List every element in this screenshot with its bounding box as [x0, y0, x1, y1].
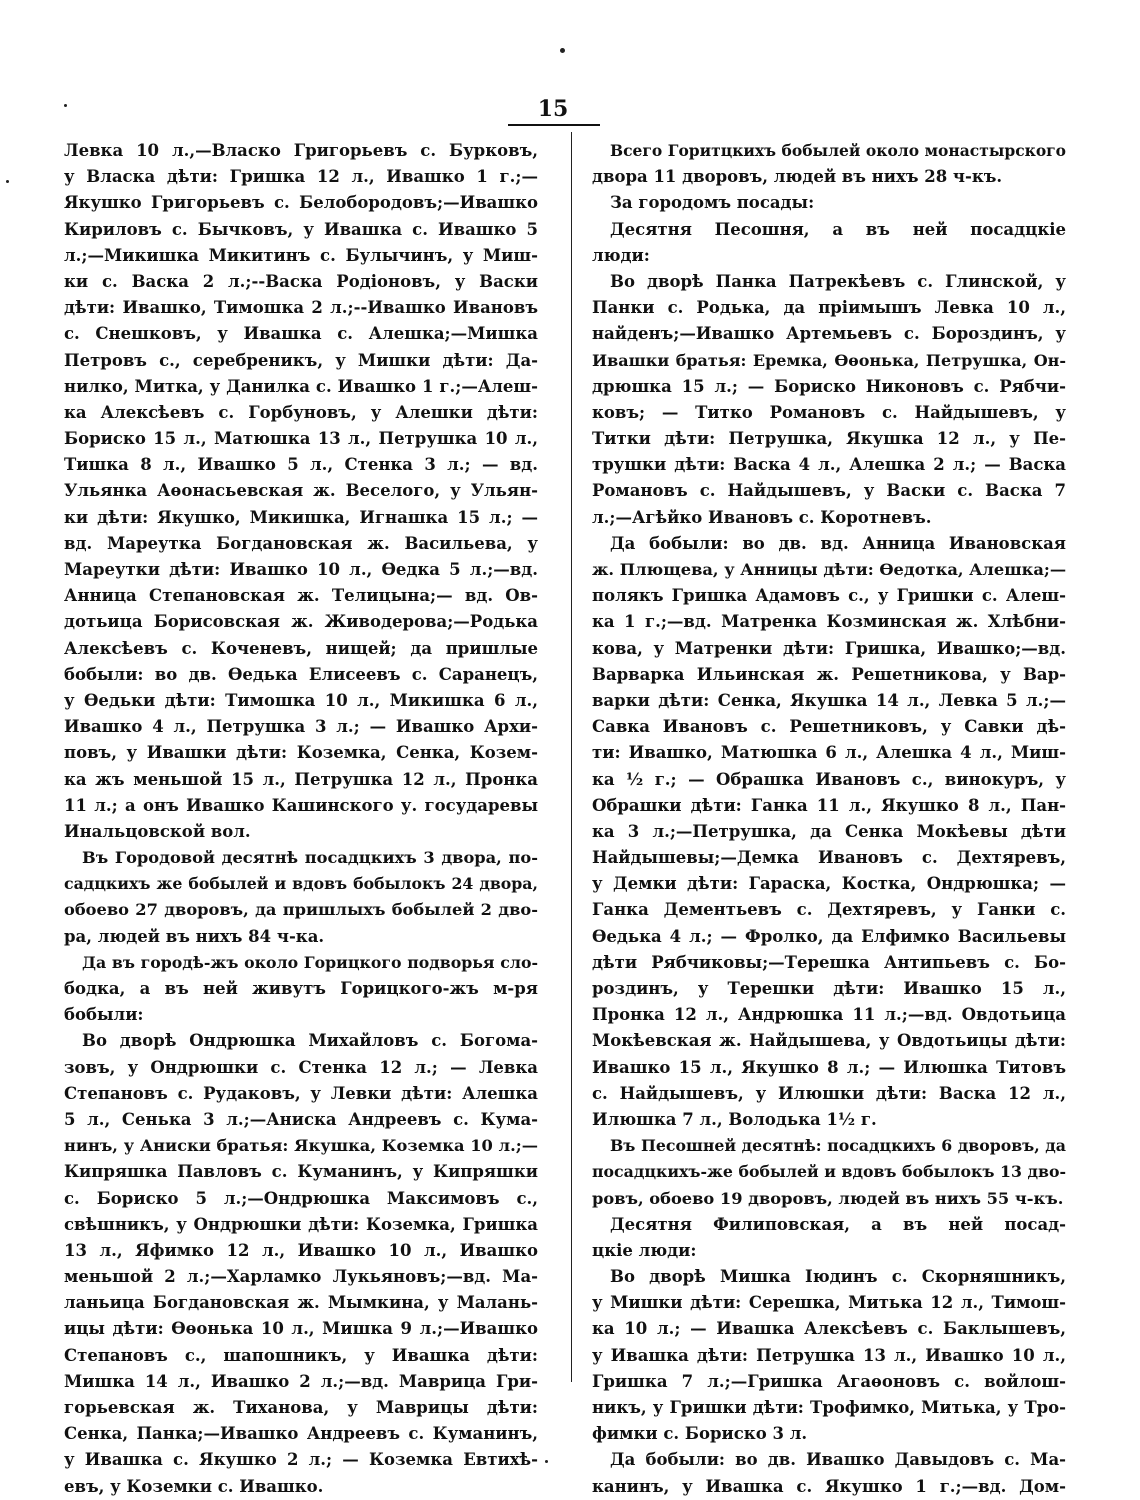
text-line: л.;—Микишка Микитинъ с. Булычинъ, у Миш- — [64, 245, 538, 265]
text-line: Мареутки дѣти: Ивашко 10 л., Ѳедка 5 л.;—вд. — [64, 560, 538, 579]
text-line: ка 3 л.;—Петрушка, да Сенка Мокѣевы дѣти — [592, 821, 1066, 841]
text-line: Тишка 8 л., Ивашко 5 л., Стенка 3 л.; — вд. — [64, 455, 538, 475]
text-line: Ульянка Аѳонасьевская ж. Веселого, у Ульян- — [64, 481, 538, 501]
text-line: Илюшка 7 л., Володька 1½ г. — [592, 1109, 877, 1129]
text-line: 11 л.; а онъ Ивашко Кашинского у. государевы — [64, 795, 538, 815]
text-line: ровъ, обоево 19 дворовъ, людей въ нихъ 55 ч-къ. — [592, 1188, 1064, 1208]
text-line: кова, у Матренки дѣти: Гришка, Ивашко;—вд. — [592, 638, 1066, 658]
text-line: ки дѣти: Якушко, Микишка, Игнашка 15 л.; — — [64, 507, 538, 527]
text-line: трушки дѣти: Васка 4 л., Алешка 2 л.; — Васка — [592, 455, 1066, 475]
text-line: Во дворѣ Ондрюшка Михайловъ с. Богома- — [82, 1031, 538, 1051]
text-line: ти: Ивашко, Матюшка 6 л., Алешка 4 л., Миш- — [592, 743, 1066, 763]
text-line: бобыли: во дв. Ѳедька Елисеевъ с. Саранецъ, — [64, 664, 538, 684]
text-line: фимки с. Бориско 3 л. — [592, 1424, 808, 1444]
text-line: люди: — [592, 245, 650, 265]
left-text-column — [64, 138, 538, 1500]
text-line: посадцкихъ-же бобылей и вдовъ бобылокъ 13 дво- — [592, 1162, 1066, 1182]
text-line: дотьица Борисовская ж. Живодерова;—Родька — [64, 612, 538, 632]
text-line: с. Найдышевъ, у Илюшки дѣти: Васка 12 л., — [592, 1083, 1066, 1103]
text-line: никъ, у Гришки дѣти: Трофимко, Митька, у Тро- — [592, 1398, 1066, 1417]
text-line: Сенка, Панка;—Ивашко Андреевъ с. Куманинъ, — [64, 1424, 538, 1444]
text-line: 5 л., Сенька 3 л.;—Аниска Андреевъ с. Кума- — [64, 1109, 538, 1129]
text-line: у Ѳедьки дѣти: Тимошка 10 л., Микишка 6 л., — [64, 690, 538, 710]
text-line: Мокѣевская ж. Найдышева, у Овдотьицы дѣти: — [592, 1031, 1066, 1051]
text-line: бодка, а въ ней живутъ Горицкого-жъ м-ря — [64, 979, 538, 998]
text-line: л.;—Агѣйко Ивановъ с. Коротневъ. — [592, 507, 932, 527]
text-line: Кипряшка Павловъ с. Куманинъ, у Кипряшки — [64, 1162, 538, 1182]
text-line: Бориско 15 л., Матюшка 13 л., Петрушка 10 л., — [64, 429, 538, 449]
text-line: дрюшка 15 л.; — Бориско Никоновъ с. Рябчи- — [592, 376, 1066, 396]
text-line: нинъ, у Аниски братья: Якушка, Коземка 10 л.;— — [64, 1136, 538, 1156]
text-line: Десятня Филиповская, а въ ней посад- — [610, 1214, 1066, 1234]
text-line: свѣшникъ, у Ондрюшки дѣти: Коземка, Гришка — [64, 1214, 538, 1234]
text-line: Десятня Песошня, а въ ней посадцкіе — [610, 219, 1066, 239]
text-line: Романовъ с. Найдышевъ, у Васки с. Васка 7 — [592, 481, 1066, 501]
ink-speck — [64, 104, 67, 107]
text-line: горьевская ж. Тиханова, у Маврицы дѣти: — [64, 1398, 538, 1417]
ink-speck — [560, 48, 565, 53]
text-line: ицы дѣти: Ѳѳонька 10 л., Мишка 9 л.;—Ивашко — [64, 1319, 538, 1339]
text-line: Алексѣевъ с. Коченевъ, нищей; да пришлые — [64, 638, 538, 658]
text-line: полякъ Гришка Адамовъ с., у Гришки с. Алеш- — [592, 586, 1066, 606]
page-number-rule — [508, 124, 600, 126]
text-line: евъ, у Коземки с. Ивашко. — [64, 1476, 324, 1496]
text-line: у Демки дѣти: Гараска, Костка, Ондрюшка; — — [592, 874, 1066, 894]
text-line: с. Снешковъ, у Ивашка с. Алешка;—Мишка — [64, 324, 538, 344]
text-line: Варварка Ильинская ж. Решетникова, у Вар- — [592, 664, 1066, 684]
text-line: Гришка 7 л.;—Гришка Агаѳоновъ с. войлош- — [592, 1371, 1066, 1391]
text-line: найденъ;—Ивашко Артемьевъ с. Бороздинъ, у — [592, 324, 1066, 344]
text-line: повъ, у Ивашки дѣти: Коземка, Сенка, Козем- — [64, 743, 538, 763]
text-line: Ивашко 4 л., Петрушка 3 л.; — Ивашко Архи- — [64, 717, 538, 737]
text-line: ка жъ меньшой 15 л., Петрушка 12 л., Пронка — [64, 769, 538, 789]
text-line: с. Бориско 5 л.;—Ондрюшка Максимовъ с., — [64, 1188, 538, 1208]
text-line: вд. Мареутка Богдановская ж. Васильева, у — [64, 533, 538, 553]
text-line: зовъ, у Ондрюшки с. Стенка 12 л.; — Левка — [64, 1057, 538, 1077]
page-number: 15 — [537, 96, 569, 122]
text-line: Степановъ с., шапошникъ, у Ивашка дѣти: — [64, 1345, 538, 1365]
text-line: меньшой 2 л.;—Харламко Лукьяновъ;—вд. Ма- — [64, 1267, 538, 1287]
text-line: Инальцовской вол. — [64, 821, 251, 841]
text-line: Титки дѣти: Петрушка, Якушка 12 л., у Пе- — [592, 429, 1066, 449]
text-line: ка Алексѣевъ с. Горбуновъ, у Алешки дѣти: — [64, 402, 538, 422]
text-line: Савка Ивановъ с. Решетниковъ, у Савки дѣ- — [592, 717, 1066, 737]
text-line: Ивашко 15 л., Якушко 8 л.; — Илюшка Титовъ — [592, 1057, 1066, 1077]
text-line: Ивашки братья: Еремка, Ѳѳонька, Петрушка, Он- — [592, 350, 1066, 370]
text-line: Во дворѣ Панка Патрекѣевъ с. Глинской, у — [610, 271, 1066, 291]
text-line: Панки с. Родька, да пріимышъ Левка 10 л., — [592, 298, 1066, 318]
text-line: Левка 10 л.,—Власко Григорьевъ с. Бурковъ, — [64, 141, 538, 160]
text-line: Найдышевы;—Демка Ивановъ с. Дехтяревъ, — [592, 848, 1066, 868]
text-line: Анница Степановская ж. Телицына;— вд. Ов- — [64, 586, 538, 606]
text-line: За городомъ посады: — [610, 193, 815, 213]
text-line: роздинъ, у Терешки дѣти: Ивашко 15 л., — [592, 979, 1066, 998]
text-line: Да въ городѣ-жъ около Горицкого подворья сло- — [82, 952, 538, 972]
text-line: у Ивашка дѣти: Петрушка 13 л., Ивашко 10 л., — [592, 1345, 1066, 1365]
text-line: у Ивашка с. Якушко 2 л.; — Коземка Евтихѣ- — [64, 1450, 538, 1470]
text-line: Во дворѣ Мишка Іюдинъ с. Скорняшникъ, — [610, 1267, 1066, 1287]
text-line: у Мишки дѣти: Серешка, Митька 12 л., Тимош- — [592, 1293, 1066, 1313]
text-line: Ѳедька 4 л.; — Фролко, да Елфимко Васильевы — [592, 926, 1066, 946]
text-line: Петровъ с., серебреникъ, у Мишки дѣти: Да- — [64, 350, 538, 370]
text-line: цкіе люди: — [592, 1240, 697, 1260]
text-line: нилко, Митка, у Данилка с. Ивашко 1 г.;—Алеш- — [64, 376, 538, 396]
column-divider — [571, 132, 572, 1382]
text-line: ра, людей въ нихъ 84 ч-ка. — [64, 926, 325, 946]
text-line: ж. Плющева, у Анницы дѣти: Ѳедотка, Алешка;— — [592, 560, 1066, 579]
text-line: ка 10 л.; — Ивашка Алексѣевъ с. Баклышевъ, — [592, 1319, 1066, 1339]
ink-speck — [545, 1460, 548, 1463]
text-line: двора 11 дворовъ, людей въ нихъ 28 ч-къ. — [592, 167, 1003, 187]
text-line: Кириловъ с. Бычковъ, у Ивашка с. Ивашко 5 — [64, 219, 538, 239]
right-text-column — [592, 138, 1066, 1500]
text-line: Обрашки дѣти: Ганка 11 л., Якушко 8 л., Пан- — [592, 795, 1066, 815]
text-line: ковъ; — Титко Романовъ с. Найдышевъ, у — [592, 402, 1066, 422]
text-line: канинъ, у Ивашка с. Якушко 1 г.;—вд. Дом- — [592, 1476, 1066, 1496]
text-line: ки с. Васка 2 л.;--Васка Родіоновъ, у Васки — [64, 271, 538, 291]
text-line: Да бобыли: во дв. вд. Анница Ивановская — [610, 533, 1066, 553]
text-line: Пронка 12 л., Андрюшка 11 л.;—вд. Овдотьица — [592, 1005, 1066, 1025]
text-line: ка 1 г.;—вд. Матренка Козминская ж. Хлѣбни- — [592, 612, 1066, 632]
text-line: бобыли: — [64, 1005, 144, 1025]
text-line: Степановъ с. Рудаковъ, у Левки дѣти: Алешка — [64, 1083, 538, 1103]
text-line: садцкихъ же бобылей и вдовъ бобылокъ 24 двора, — [64, 874, 538, 894]
text-line: Да бобыли: во дв. Ивашко Давыдовъ с. Ма- — [610, 1450, 1066, 1470]
text-line: Въ Городовой десятнѣ посадцкихъ 3 двора, по- — [82, 848, 538, 868]
ink-speck — [6, 180, 9, 183]
text-line: Въ Песошней десятнѣ: посадцкихъ 6 дворовъ, да — [610, 1136, 1066, 1156]
text-line: у Власка дѣти: Гришка 12 л., Ивашко 1 г.;— — [64, 167, 538, 187]
text-line: Ганка Дементьевъ с. Дехтяревъ, у Ганки с. — [592, 900, 1066, 920]
text-line: Мишка 14 л., Ивашко 2 л.;—вд. Маврица Гри- — [64, 1371, 538, 1391]
text-line: Всего Горитцкихъ бобылей около монастырского — [610, 141, 1066, 160]
text-line: 13 л., Яфимко 12 л., Ивашко 10 л., Ивашко — [64, 1240, 538, 1260]
text-line: дѣти Рябчиковы;—Терешка Антипьевъ с. Бо- — [592, 952, 1066, 972]
text-line: варки дѣти: Сенка, Якушка 14 л., Левка 5 л.;— — [592, 690, 1066, 710]
text-line: ланьица Богдановская ж. Мымкина, у Малань- — [64, 1293, 538, 1313]
text-line: ка ½ г.; — Обрашка Ивановъ с., винокуръ, у — [592, 769, 1066, 789]
text-line: дѣти: Ивашко, Тимошка 2 л.;--Ивашко Ивановъ — [64, 298, 538, 318]
text-line: обоево 27 дворовъ, да пришлыхъ бобылей 2 дво- — [64, 900, 538, 920]
text-line: Якушко Григорьевъ с. Белобородовъ;—Ивашко — [64, 193, 538, 213]
